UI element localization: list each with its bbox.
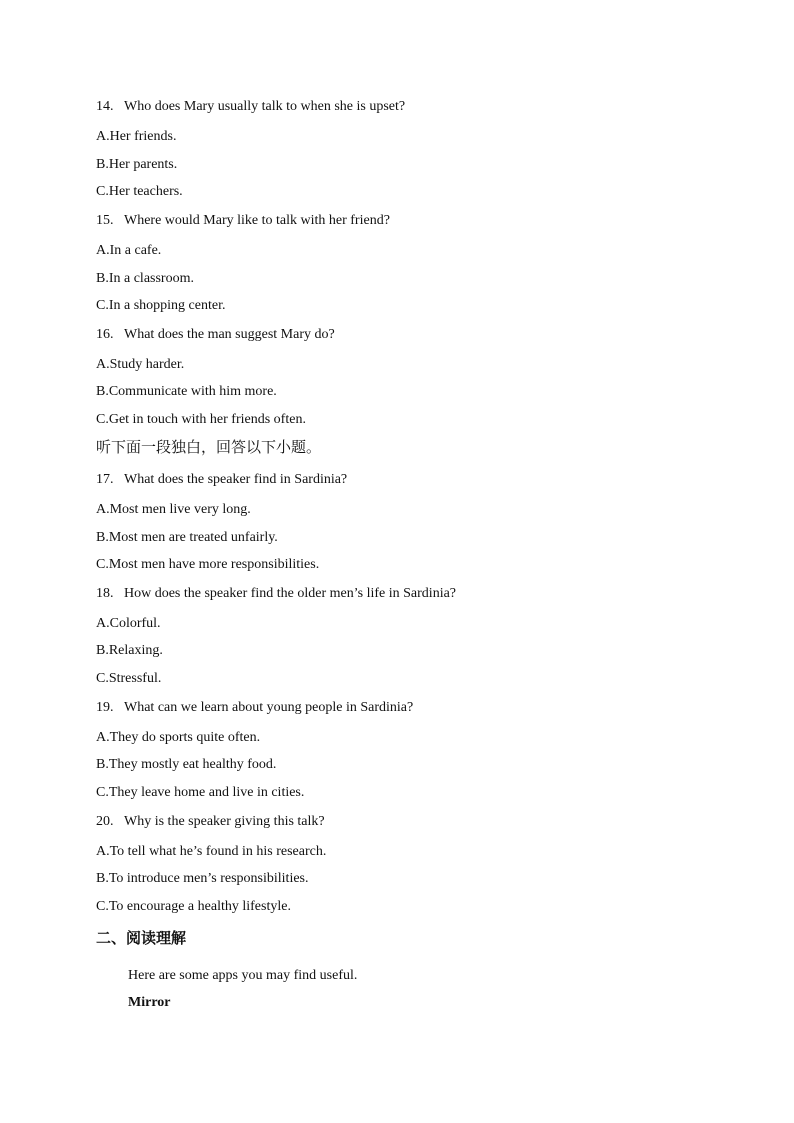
option-a: A.Study harder. [96,357,185,372]
question-text: What does the speaker find in Sardinia? [124,472,348,487]
section-note: 听下面一段独白，回答以下小题。 [96,438,322,456]
question-20 [96,813,325,831]
question-text: Who does Mary usually talk to when she is upset? [124,99,406,114]
question-18 [96,585,456,603]
question-text: What can we learn about young people in Sardinia? [124,700,414,715]
option-b: B.Communicate with him more. [96,384,277,399]
question-17 [96,471,347,489]
option-b: B.Relaxing. [96,643,163,658]
option-b: B.Most men are treated unfairly. [96,530,278,545]
option-a: A.In a cafe. [96,243,162,258]
question-15 [96,212,390,230]
option-a: A.Her friends. [96,129,177,144]
question-16 [96,326,335,344]
option-b: B.To introduce men’s responsibilities. [96,871,309,886]
question-number: 14. [96,99,114,114]
option-a: A.Colorful. [96,616,161,631]
question-19 [96,699,413,717]
option-b: B.They mostly eat healthy food. [96,757,277,772]
question-number: 18. [96,586,114,601]
option-c: C.They leave home and live in cities. [96,785,305,800]
option-c: C.Most men have more responsibilities. [96,557,320,572]
question-number: 20. [96,814,114,829]
question-text: What does the man suggest Mary do? [124,327,335,342]
option-a: A.To tell what he’s found in his research. [96,844,327,859]
question-text: How does the speaker find the older men’s life in Sardinia? [124,586,457,601]
option-a: A.They do sports quite often. [96,730,261,745]
question-14 [96,98,405,116]
option-a: A.Most men live very long. [96,502,251,517]
option-c: C.Her teachers. [96,184,183,199]
app-title: Mirror [128,995,171,1010]
option-c: C.To encourage a healthy lifestyle. [96,899,291,914]
option-c: C.Stressful. [96,671,162,686]
question-text: Why is the speaker giving this talk? [124,814,325,829]
option-c: C.Get in touch with her friends often. [96,412,306,427]
reading-intro: Here are some apps you may find useful. [128,968,358,983]
question-number: 19. [96,700,114,715]
section-heading: 二、阅读理解 [96,929,187,947]
option-b: B.Her parents. [96,157,178,172]
question-number: 17. [96,472,114,487]
option-c: C.In a shopping center. [96,298,226,313]
question-text: Where would Mary like to talk with her friend? [124,213,390,228]
question-number: 16. [96,327,114,342]
option-b: B.In a classroom. [96,271,194,286]
question-number: 15. [96,213,114,228]
